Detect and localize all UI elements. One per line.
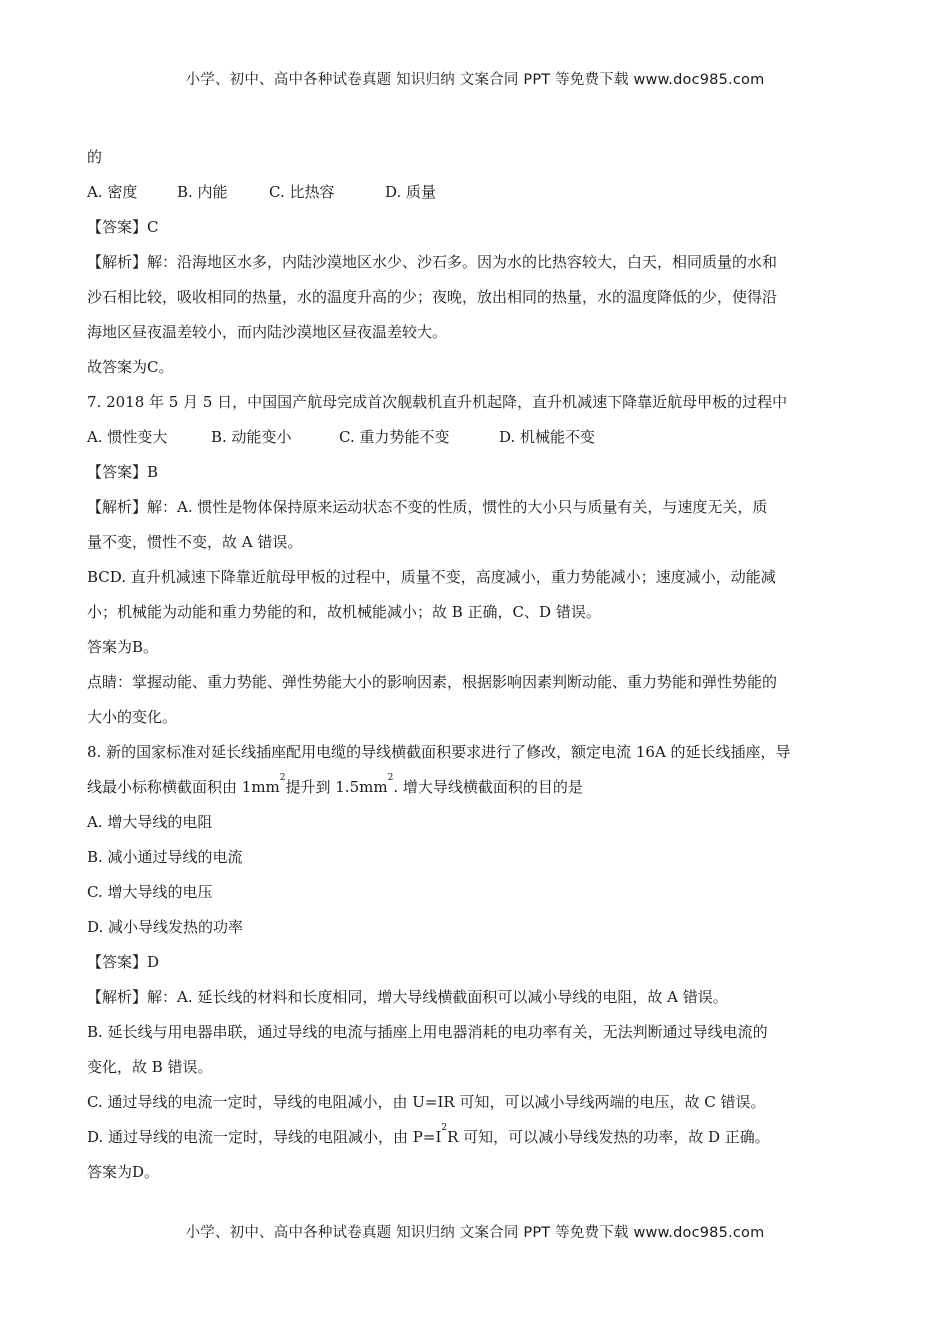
q8-stem-line: 8. 新的国家标准对延长线插座配用电缆的导线横截面积要求进行了修改，额定电流 16A 的延长线插座，导 [87,743,791,761]
q8-stem-text: 提升到 1.5mm [285,778,388,796]
q6-option-a: A. 密度 [87,183,138,201]
q6-analysis-line: 海地区昼夜温差较小，而内陆沙漠地区昼夜温差较大。 [87,323,448,341]
q8-conclusion: 答案为D。 [87,1163,160,1181]
q6-analysis-line: 【解析】解：沿海地区水多，内陆沙漠地区水少、沙石多。因为水的比热容较大，白天，相同质量的水和 [87,253,778,271]
q7-analysis-line: 【解析】解：A. 惯性是物体保持原来运动状态不变的性质，惯性的大小只与质量有关，与速度无关，质 [87,498,768,516]
q8-analysis-line [87,1120,867,1155]
q6-option-d: D. 质量 [385,183,437,201]
q7-answer: 【答案】B [87,463,159,481]
q7-conclusion: 答案为B。 [87,638,159,656]
q7-stem: 7. 2018 年 5 月 5 日，中国国产航母完成首次舰载机直升机起降，直升机减速下降靠近航母甲板的过程中 [87,393,788,411]
q8-stem-text: . 增大导线横截面积的目的是 [393,778,583,796]
q8-stem-superscript: 2 [279,773,286,783]
q7-analysis-line: 小；机械能为动能和重力势能的和，故机械能减小；故 B 正确，C、D 错误。 [87,603,601,621]
page-footer: 小学、初中、高中各种试卷真题 知识归纳 文案合同 PPT 等免费下载 www.doc985.com [185,1225,765,1241]
q7-option-c: C. 重力势能不变 [339,428,450,446]
q7-options [87,420,867,455]
q8-stem-line [87,770,867,805]
q8-option-a: A. 增大导线的电阻 [87,813,213,831]
q6-option-b: B. 内能 [177,183,228,201]
q6-stem-tail: 的 [87,148,103,166]
q8-answer: 【答案】D [87,953,160,971]
q8-option-c: C. 增大导线的电压 [87,883,213,901]
q8-option-d: D. 减小导线发热的功率 [87,918,244,936]
q8-analysis-superscript: 2 [441,1123,448,1133]
q7-option-a: A. 惯性变大 [87,428,168,446]
q8-analysis-text: R 可知，可以减小导线发热的功率，故 D 正确。 [447,1128,770,1146]
q7-option-b: B. 动能变小 [211,428,292,446]
q8-analysis-line: B. 延长线与用电器串联，通过导线的电流与插座上用电器消耗的电功率有关，无法判断通过导线电流的 [87,1023,768,1041]
document-body [87,140,867,1190]
q6-options [87,175,867,210]
q7-option-d: D. 机械能不变 [499,428,596,446]
q8-analysis-text: D. 通过导线的电流一定时，导线的电阻减小，由 P=I [87,1128,442,1146]
q6-analysis-line: 沙石相比较，吸收相同的热量，水的温度升高的少；夜晚，放出相同的热量，水的温度降低的少，使得沿 [87,288,778,306]
q7-analysis-line: BCD. 直升机减速下降靠近航母甲板的过程中，质量不变，高度减小，重力势能减小；速度减小，动能减 [87,568,776,586]
q8-option-b: B. 减小通过导线的电流 [87,848,243,866]
q7-analysis-line: 量不变，惯性不变，故 A 错误。 [87,533,303,551]
q7-tip-line: 点睛：掌握动能、重力势能、弹性势能大小的影响因素，根据影响因素判断动能、重力势能和弹性势能的 [87,673,778,691]
q6-option-c: C. 比热容 [269,183,335,201]
q6-conclusion: 故答案为C。 [87,358,174,376]
q8-stem-superscript: 2 [387,773,394,783]
page-header: 小学、初中、高中各种试卷真题 知识归纳 文案合同 PPT 等免费下载 www.doc985.com [185,72,765,88]
q6-answer: 【答案】C [87,218,159,236]
q8-stem-text: 线最小标称横截面积由 1mm [87,778,280,796]
q8-analysis-line: 变化，故 B 错误。 [87,1058,213,1076]
q8-analysis-line: 【解析】解：A. 延长线的材料和长度相同，增大导线横截面积可以减小导线的电阻，故 A 错误。 [87,988,728,1006]
q8-analysis-line: C. 通过导线的电流一定时，导线的电阻减小，由 U=IR 可知，可以减小导线两端的电压，故 C 错误。 [87,1093,766,1111]
q7-tip-line: 大小的变化。 [87,708,178,726]
